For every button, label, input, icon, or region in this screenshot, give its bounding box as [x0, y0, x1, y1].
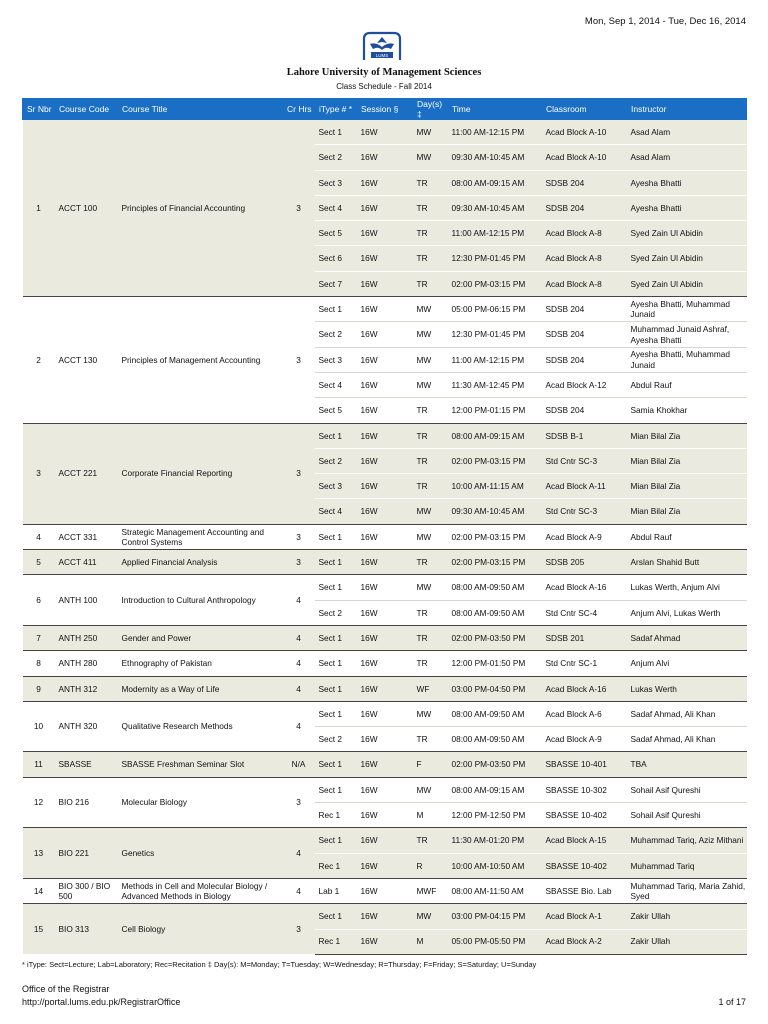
sr-nbr-cell: 3: [23, 423, 55, 524]
cr-hrs-cell: 4: [283, 651, 315, 676]
section-type-cell: Sect 3: [315, 474, 357, 499]
days-cell: TR: [413, 625, 448, 650]
time-cell: 12:00 PM-12:50 PM: [448, 803, 542, 828]
course-title-cell: Strategic Management Accounting and Control Systems: [118, 524, 283, 549]
course-code-cell: ACCT 331: [55, 524, 118, 549]
session-cell: 16W: [357, 752, 413, 777]
course-title-cell: Molecular Biology: [118, 777, 283, 828]
classroom-cell: SBASSE Bio. Lab: [542, 878, 627, 903]
classroom-cell: Acad Block A-8: [542, 246, 627, 271]
classroom-cell: Acad Block A-1: [542, 904, 627, 929]
time-cell: 03:00 PM-04:50 PM: [448, 676, 542, 701]
sr-nbr-cell: 6: [23, 575, 55, 626]
schedule-title: Class Schedule - Fall 2014: [336, 82, 432, 91]
table-row: [23, 777, 747, 802]
time-cell: 02:00 PM-03:15 PM: [448, 271, 542, 296]
session-cell: 16W: [357, 145, 413, 170]
course-title-cell: SBASSE Freshman Seminar Slot: [118, 752, 283, 777]
table-row: [23, 297, 747, 322]
cr-hrs-cell: 4: [283, 701, 315, 752]
time-cell: 09:30 AM-10:45 AM: [448, 499, 542, 524]
classroom-cell: SDSB 204: [542, 195, 627, 220]
instructor-cell: Zakir Ullah: [627, 904, 747, 929]
days-cell: TR: [413, 550, 448, 575]
session-cell: 16W: [357, 372, 413, 397]
section-type-cell: Sect 1: [315, 625, 357, 650]
course-title-cell: Genetics: [118, 828, 283, 879]
session-cell: 16W: [357, 727, 413, 752]
section-type-cell: Sect 1: [315, 651, 357, 676]
days-cell: TR: [413, 246, 448, 271]
classroom-cell: Acad Block A-8: [542, 271, 627, 296]
time-cell: 09:30 AM-10:45 AM: [448, 145, 542, 170]
classroom-cell: Std Cntr SC-1: [542, 651, 627, 676]
table-row: [23, 575, 747, 600]
sr-nbr-cell: 14: [23, 878, 55, 903]
instructor-cell: Ayesha Bhatti, Muhammad Junaid: [627, 297, 747, 322]
time-cell: 12:00 PM-01:50 PM: [448, 651, 542, 676]
section-type-cell: Rec 1: [315, 929, 357, 954]
course-title-cell: Introduction to Cultural Anthropology: [118, 575, 283, 626]
days-cell: M: [413, 803, 448, 828]
days-cell: MWF: [413, 878, 448, 903]
cr-hrs-cell: 3: [283, 423, 315, 524]
session-cell: 16W: [357, 904, 413, 929]
cr-hrs-cell: N/A: [283, 752, 315, 777]
table-row: [23, 701, 747, 726]
date-range: Mon, Sep 1, 2014 - Tue, Dec 16, 2014: [584, 16, 746, 27]
days-cell: TR: [413, 221, 448, 246]
table-row: [23, 878, 747, 903]
classroom-cell: Std Cntr SC-3: [542, 448, 627, 473]
days-cell: TR: [413, 474, 448, 499]
logo-text: LUMS: [375, 53, 389, 58]
portal-link[interactable]: http://portal.lums.edu.pk/RegistrarOffice: [22, 997, 181, 1007]
time-cell: 11:00 AM-12:15 PM: [448, 221, 542, 246]
days-cell: TR: [413, 651, 448, 676]
time-cell: 02:00 PM-03:50 PM: [448, 625, 542, 650]
days-cell: TR: [413, 600, 448, 625]
days-cell: TR: [413, 398, 448, 423]
section-type-cell: Sect 7: [315, 271, 357, 296]
time-cell: 08:00 AM-09:50 AM: [448, 575, 542, 600]
session-cell: 16W: [357, 170, 413, 195]
section-type-cell: Rec 1: [315, 853, 357, 878]
classroom-cell: Std Cntr SC-4: [542, 600, 627, 625]
table-row: [23, 423, 747, 448]
session-cell: 16W: [357, 878, 413, 903]
time-cell: 08:00 AM-09:15 AM: [448, 170, 542, 195]
session-cell: 16W: [357, 271, 413, 296]
session-cell: 16W: [357, 246, 413, 271]
section-type-cell: Sect 1: [315, 120, 357, 145]
course-code-cell: BIO 300 / BIO 500: [55, 878, 118, 903]
col-course-code: Course Code: [55, 99, 118, 120]
course-title-cell: Cell Biology: [118, 904, 283, 955]
table-row: [23, 120, 747, 145]
classroom-cell: Acad Block A-15: [542, 828, 627, 853]
sr-nbr-cell: 11: [23, 752, 55, 777]
instructor-cell: Syed Zain Ul Abidin: [627, 271, 747, 296]
course-title-cell: Gender and Power: [118, 625, 283, 650]
table-row: [23, 904, 747, 929]
time-cell: 10:00 AM-10:50 AM: [448, 853, 542, 878]
session-cell: 16W: [357, 398, 413, 423]
instructor-cell: Arslan Shahid Butt: [627, 550, 747, 575]
days-cell: M: [413, 929, 448, 954]
classroom-cell: SDSB 204: [542, 347, 627, 372]
section-type-cell: Sect 3: [315, 347, 357, 372]
classroom-cell: Acad Block A-10: [542, 120, 627, 145]
classroom-cell: SDSB B-1: [542, 423, 627, 448]
sr-nbr-cell: 1: [23, 120, 55, 297]
days-cell: TR: [413, 170, 448, 195]
classroom-cell: Acad Block A-16: [542, 676, 627, 701]
cr-hrs-cell: 4: [283, 625, 315, 650]
page-number: 1 of 17: [718, 997, 746, 1007]
cr-hrs-cell: 3: [283, 524, 315, 549]
time-cell: 02:00 PM-03:50 PM: [448, 752, 542, 777]
section-type-cell: Sect 2: [315, 600, 357, 625]
course-title-cell: Principles of Financial Accounting: [118, 120, 283, 297]
sr-nbr-cell: 8: [23, 651, 55, 676]
session-cell: 16W: [357, 550, 413, 575]
section-type-cell: Sect 1: [315, 676, 357, 701]
session-cell: 16W: [357, 701, 413, 726]
days-cell: MW: [413, 347, 448, 372]
section-type-cell: Sect 2: [315, 145, 357, 170]
schedule-body: [23, 120, 747, 955]
session-cell: 16W: [357, 322, 413, 347]
time-cell: 02:00 PM-03:15 PM: [448, 448, 542, 473]
session-cell: 16W: [357, 929, 413, 954]
office-label: Office of the Registrar: [22, 984, 110, 994]
days-cell: TR: [413, 448, 448, 473]
section-type-cell: Sect 5: [315, 221, 357, 246]
sr-nbr-cell: 15: [23, 904, 55, 955]
instructor-cell: Mian Bilal Zia: [627, 499, 747, 524]
course-code-cell: ACCT 130: [55, 297, 118, 423]
time-cell: 09:30 AM-10:45 AM: [448, 195, 542, 220]
course-code-cell: ANTH 100: [55, 575, 118, 626]
instructor-cell: Muhammad Tariq, Aziz Mithani: [627, 828, 747, 853]
sr-nbr-cell: 9: [23, 676, 55, 701]
sr-nbr-cell: 12: [23, 777, 55, 828]
col-sr-nbr: Sr Nbr: [23, 99, 55, 120]
instructor-cell: Mian Bilal Zia: [627, 423, 747, 448]
session-cell: 16W: [357, 828, 413, 853]
instructor-cell: Anjum Alvi, Lukas Werth: [627, 600, 747, 625]
cr-hrs-cell: 3: [283, 550, 315, 575]
time-cell: 12:00 PM-01:15 PM: [448, 398, 542, 423]
classroom-cell: SDSB 201: [542, 625, 627, 650]
classroom-cell: Acad Block A-9: [542, 727, 627, 752]
days-cell: MW: [413, 145, 448, 170]
time-cell: 11:30 AM-01:20 PM: [448, 828, 542, 853]
classroom-cell: Acad Block A-16: [542, 575, 627, 600]
section-type-cell: Sect 1: [315, 701, 357, 726]
classroom-cell: SBASSE 10-401: [542, 752, 627, 777]
section-type-cell: Sect 2: [315, 727, 357, 752]
time-cell: 03:00 PM-04:15 PM: [448, 904, 542, 929]
time-cell: 08:00 AM-09:50 AM: [448, 727, 542, 752]
time-cell: 11:00 AM-12:15 PM: [448, 120, 542, 145]
time-cell: 12:30 PM-01:45 PM: [448, 246, 542, 271]
section-type-cell: Sect 1: [315, 777, 357, 802]
session-cell: 16W: [357, 297, 413, 322]
section-type-cell: Sect 1: [315, 423, 357, 448]
classroom-cell: Acad Block A-9: [542, 524, 627, 549]
session-cell: 16W: [357, 676, 413, 701]
instructor-cell: Lukas Werth, Anjum Alvi: [627, 575, 747, 600]
instructor-cell: Muhammad Tariq: [627, 853, 747, 878]
session-cell: 16W: [357, 474, 413, 499]
days-cell: TR: [413, 727, 448, 752]
days-cell: MW: [413, 499, 448, 524]
instructor-cell: Lukas Werth: [627, 676, 747, 701]
section-type-cell: Sect 1: [315, 550, 357, 575]
cr-hrs-cell: 4: [283, 828, 315, 879]
session-cell: 16W: [357, 600, 413, 625]
course-code-cell: ANTH 320: [55, 701, 118, 752]
table-row: [23, 524, 747, 549]
class-schedule-table: [22, 98, 747, 955]
classroom-cell: SDSB 204: [542, 297, 627, 322]
time-cell: 02:00 PM-03:15 PM: [448, 550, 542, 575]
instructor-cell: Sadaf Ahmad, Ali Khan: [627, 727, 747, 752]
time-cell: 08:00 AM-09:15 AM: [448, 423, 542, 448]
instructor-cell: Anjum Alvi: [627, 651, 747, 676]
section-type-cell: Sect 1: [315, 575, 357, 600]
instructor-cell: Abdul Rauf: [627, 372, 747, 397]
classroom-cell: SDSB 205: [542, 550, 627, 575]
course-title-cell: Applied Financial Analysis: [118, 550, 283, 575]
course-code-cell: ANTH 280: [55, 651, 118, 676]
days-cell: MW: [413, 904, 448, 929]
course-code-cell: SBASSE: [55, 752, 118, 777]
classroom-cell: Acad Block A-10: [542, 145, 627, 170]
days-cell: MW: [413, 120, 448, 145]
col-course-title: Course Title: [118, 99, 283, 120]
session-cell: 16W: [357, 499, 413, 524]
classroom-cell: SBASSE 10-402: [542, 803, 627, 828]
instructor-cell: Sadaf Ahmad: [627, 625, 747, 650]
cr-hrs-cell: 3: [283, 120, 315, 297]
instructor-cell: Zakir Ullah: [627, 929, 747, 954]
session-cell: 16W: [357, 575, 413, 600]
course-title-cell: Principles of Management Accounting: [118, 297, 283, 423]
section-type-cell: Sect 2: [315, 448, 357, 473]
time-cell: 12:30 PM-01:45 PM: [448, 322, 542, 347]
classroom-cell: SDSB 204: [542, 170, 627, 195]
days-cell: F: [413, 752, 448, 777]
col-instructor: Instructor: [627, 99, 747, 120]
cr-hrs-cell: 3: [283, 297, 315, 423]
session-cell: 16W: [357, 524, 413, 549]
instructor-cell: Mian Bilal Zia: [627, 474, 747, 499]
table-row: [23, 828, 747, 853]
section-type-cell: Sect 1: [315, 828, 357, 853]
sr-nbr-cell: 5: [23, 550, 55, 575]
col-itype: iType # *: [315, 99, 357, 120]
days-cell: R: [413, 853, 448, 878]
col-session: Session §: [357, 99, 413, 120]
classroom-cell: Acad Block A-6: [542, 701, 627, 726]
col-classroom: Classroom: [542, 99, 627, 120]
time-cell: 08:00 AM-11:50 AM: [448, 878, 542, 903]
instructor-cell: Muhammad Junaid Ashraf, Ayesha Bhatti: [627, 322, 747, 347]
time-cell: 11:30 AM-12:45 PM: [448, 372, 542, 397]
instructor-cell: Mian Bilal Zia: [627, 448, 747, 473]
classroom-cell: SDSB 204: [542, 322, 627, 347]
section-type-cell: Sect 2: [315, 322, 357, 347]
section-type-cell: Sect 1: [315, 524, 357, 549]
session-cell: 16W: [357, 625, 413, 650]
days-cell: MW: [413, 322, 448, 347]
cr-hrs-cell: 3: [283, 904, 315, 955]
course-title-cell: Methods in Cell and Molecular Biology / Advanced Methods in Biology: [118, 878, 283, 903]
classroom-cell: Acad Block A-2: [542, 929, 627, 954]
classroom-cell: Acad Block A-12: [542, 372, 627, 397]
session-cell: 16W: [357, 120, 413, 145]
table-row: [23, 752, 747, 777]
col-time: Time: [448, 99, 542, 120]
course-code-cell: ACCT 411: [55, 550, 118, 575]
days-cell: MW: [413, 575, 448, 600]
table-row: [23, 676, 747, 701]
time-cell: 10:00 AM-11:15 AM: [448, 474, 542, 499]
table-row: [23, 550, 747, 575]
instructor-cell: Asad Alam: [627, 120, 747, 145]
time-cell: 08:00 AM-09:50 AM: [448, 600, 542, 625]
course-code-cell: BIO 216: [55, 777, 118, 828]
section-type-cell: Lab 1: [315, 878, 357, 903]
section-type-cell: Sect 5: [315, 398, 357, 423]
course-code-cell: ACCT 221: [55, 423, 118, 524]
time-cell: 08:00 AM-09:50 AM: [448, 701, 542, 726]
sr-nbr-cell: 4: [23, 524, 55, 549]
instructor-cell: Ayesha Bhatti, Muhammad Junaid: [627, 347, 747, 372]
table-row: [23, 625, 747, 650]
classroom-cell: SDSB 204: [542, 398, 627, 423]
section-type-cell: Sect 4: [315, 372, 357, 397]
instructor-cell: Ayesha Bhatti: [627, 170, 747, 195]
cr-hrs-cell: 4: [283, 878, 315, 903]
classroom-cell: Acad Block A-11: [542, 474, 627, 499]
col-cr-hrs: Cr Hrs: [283, 99, 315, 120]
instructor-cell: Sohail Asif Qureshi: [627, 777, 747, 802]
instructor-cell: Asad Alam: [627, 145, 747, 170]
course-title-cell: Modernity as a Way of Life: [118, 676, 283, 701]
session-cell: 16W: [357, 221, 413, 246]
session-cell: 16W: [357, 423, 413, 448]
classroom-cell: SBASSE 10-302: [542, 777, 627, 802]
days-cell: MW: [413, 701, 448, 726]
days-cell: MW: [413, 372, 448, 397]
section-type-cell: Rec 1: [315, 803, 357, 828]
days-cell: TR: [413, 195, 448, 220]
time-cell: 02:00 PM-03:15 PM: [448, 524, 542, 549]
session-cell: 16W: [357, 195, 413, 220]
days-cell: MW: [413, 297, 448, 322]
course-title-cell: Corporate Financial Reporting: [118, 423, 283, 524]
days-cell: MW: [413, 777, 448, 802]
section-type-cell: Sect 4: [315, 195, 357, 220]
sr-nbr-cell: 2: [23, 297, 55, 423]
section-type-cell: Sect 3: [315, 170, 357, 195]
instructor-cell: Muhammad Tariq, Maria Zahid, Syed: [627, 878, 747, 903]
cr-hrs-cell: 4: [283, 676, 315, 701]
sr-nbr-cell: 10: [23, 701, 55, 752]
instructor-cell: Syed Zain Ul Abidin: [627, 246, 747, 271]
session-cell: 16W: [357, 651, 413, 676]
days-cell: MW: [413, 524, 448, 549]
university-title: Lahore University of Management Sciences: [286, 67, 482, 78]
section-type-cell: Sect 1: [315, 297, 357, 322]
instructor-cell: Syed Zain Ul Abidin: [627, 221, 747, 246]
sr-nbr-cell: 13: [23, 828, 55, 879]
classroom-cell: Std Cntr SC-3: [542, 499, 627, 524]
instructor-cell: Ayesha Bhatti: [627, 195, 747, 220]
cr-hrs-cell: 3: [283, 777, 315, 828]
section-type-cell: Sect 1: [315, 752, 357, 777]
table-header-row: [23, 99, 747, 120]
col-days: Day(s) ‡: [413, 99, 448, 120]
table-row: [23, 651, 747, 676]
days-cell: TR: [413, 271, 448, 296]
classroom-cell: SBASSE 10-402: [542, 853, 627, 878]
time-cell: 11:00 AM-12:15 PM: [448, 347, 542, 372]
days-cell: TR: [413, 423, 448, 448]
course-title-cell: Ethnography of Pakistan: [118, 651, 283, 676]
instructor-cell: TBA: [627, 752, 747, 777]
section-type-cell: Sect 6: [315, 246, 357, 271]
instructor-cell: Abdul Rauf: [627, 524, 747, 549]
course-code-cell: BIO 221: [55, 828, 118, 879]
session-cell: 16W: [357, 853, 413, 878]
course-code-cell: ANTH 312: [55, 676, 118, 701]
days-cell: WF: [413, 676, 448, 701]
time-cell: 05:00 PM-05:50 PM: [448, 929, 542, 954]
instructor-cell: Sadaf Ahmad, Ali Khan: [627, 701, 747, 726]
days-cell: TR: [413, 828, 448, 853]
course-code-cell: ACCT 100: [55, 120, 118, 297]
time-cell: 08:00 AM-09:15 AM: [448, 777, 542, 802]
legend-note: * iType: Sect=Lecture; Lab=Laboratory; Rec=Recitation ‡ Day(s): M=Monday; T=Tuesday; W=Wednesday; R=Thursday; F=Friday; S=Saturday; U=Sunday: [22, 960, 537, 969]
instructor-cell: Samia Khokhar: [627, 398, 747, 423]
sr-nbr-cell: 7: [23, 625, 55, 650]
course-title-cell: Qualitative Research Methods: [118, 701, 283, 752]
course-code-cell: BIO 313: [55, 904, 118, 955]
section-type-cell: Sect 4: [315, 499, 357, 524]
section-type-cell: Sect 1: [315, 904, 357, 929]
session-cell: 16W: [357, 448, 413, 473]
session-cell: 16W: [357, 803, 413, 828]
classroom-cell: Acad Block A-8: [542, 221, 627, 246]
session-cell: 16W: [357, 347, 413, 372]
course-code-cell: ANTH 250: [55, 625, 118, 650]
cr-hrs-cell: 4: [283, 575, 315, 626]
instructor-cell: Sohail Asif Qureshi: [627, 803, 747, 828]
lums-logo: [361, 30, 403, 62]
session-cell: 16W: [357, 777, 413, 802]
time-cell: 05:00 PM-06:15 PM: [448, 297, 542, 322]
